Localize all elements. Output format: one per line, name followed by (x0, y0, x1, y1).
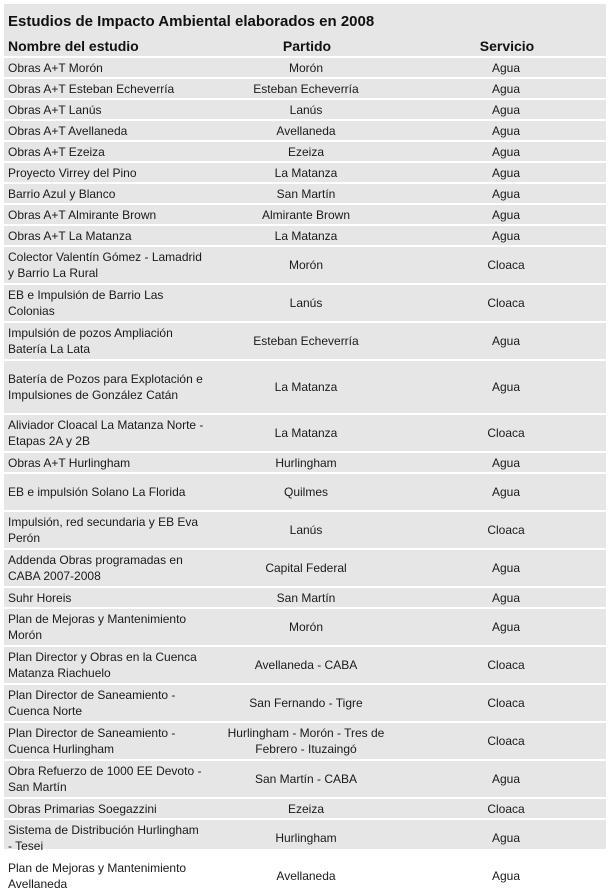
cell-partido: Hurlingham - Morón - Tres de Febrero - Ituzaingó (206, 723, 408, 761)
cell-servicio: Agua (408, 58, 606, 79)
cell-servicio: Cloaca (408, 415, 606, 453)
cell-servicio: Agua (408, 121, 606, 142)
cell-partido: Lanús (206, 285, 408, 323)
table-row (4, 799, 606, 820)
studies-table (4, 37, 606, 896)
cell-study-name: Impulsión de pozos Ampliación Batería La Lata (4, 323, 206, 361)
cell-study-name: Plan Director de Saneamiento - Cuenca Norte (4, 685, 206, 723)
cell-study-name: Plan Director y Obras en la Cuenca Matanza Riachuelo (4, 647, 206, 685)
cell-servicio: Agua (408, 761, 606, 799)
cell-servicio: Agua (408, 820, 606, 858)
cell-study-name: Obras A+T Avellaneda (4, 121, 206, 142)
cell-partido: La Matanza (206, 361, 408, 415)
table-row (4, 761, 606, 799)
table-row (4, 79, 606, 100)
table-row (4, 609, 606, 647)
cell-servicio: Cloaca (408, 512, 606, 550)
cell-servicio: Cloaca (408, 647, 606, 685)
cell-partido: Almirante Brown (206, 205, 408, 226)
table-row (4, 647, 606, 685)
cell-study-name: Obras A+T Hurlingham (4, 453, 206, 474)
cell-servicio: Agua (408, 609, 606, 647)
cell-servicio: Cloaca (408, 799, 606, 820)
cell-servicio: Agua (408, 474, 606, 512)
column-header-servicio: Servicio (408, 37, 606, 58)
cell-partido: Avellaneda (206, 858, 408, 896)
table-row (4, 453, 606, 474)
cell-study-name: Obras A+T Lanús (4, 100, 206, 121)
table-row (4, 100, 606, 121)
cell-study-name: Plan Director de Saneamiento - Cuenca Hurlingham (4, 723, 206, 761)
cell-servicio: Agua (408, 100, 606, 121)
table-row (4, 121, 606, 142)
table-row (4, 474, 606, 512)
cell-study-name: Obras A+T Almirante Brown (4, 205, 206, 226)
cell-study-name: Obras A+T Morón (4, 58, 206, 79)
cell-study-name: Barrio Azul y Blanco (4, 184, 206, 205)
cell-study-name: Addenda Obras programadas en CABA 2007-2008 (4, 550, 206, 588)
table-row (4, 588, 606, 609)
table-panel (4, 4, 606, 891)
cell-partido: Hurlingham (206, 453, 408, 474)
cell-servicio: Cloaca (408, 723, 606, 761)
cell-partido: San Martín (206, 184, 408, 205)
cell-servicio: Agua (408, 550, 606, 588)
column-header-name: Nombre del estudio (4, 37, 206, 58)
cell-servicio: Cloaca (408, 285, 606, 323)
cell-servicio: Agua (408, 323, 606, 361)
cell-study-name: Colector Valentín Gómez - Lamadrid y Barrio La Rural (4, 247, 206, 285)
cell-partido: Avellaneda - CABA (206, 647, 408, 685)
cell-servicio: Agua (408, 453, 606, 474)
cell-study-name: EB e impulsión Solano La Florida (4, 474, 206, 512)
cell-study-name: Sistema de Distribución Hurlingham - Tesei (4, 820, 206, 858)
cell-servicio: Agua (408, 79, 606, 100)
table-title: Estudios de Impacto Ambiental elaborados en 2008 (8, 13, 375, 30)
table-row (4, 184, 606, 205)
table-row (4, 361, 606, 415)
table-row (4, 723, 606, 761)
cell-servicio: Agua (408, 588, 606, 609)
cell-partido: Esteban Echeverría (206, 323, 408, 361)
table-row (4, 163, 606, 184)
cell-partido: Ezeiza (206, 142, 408, 163)
table-row (4, 226, 606, 247)
table-row (4, 142, 606, 163)
cell-partido: San Fernando - Tigre (206, 685, 408, 723)
cell-partido: San Martín - CABA (206, 761, 408, 799)
cell-partido: Esteban Echeverría (206, 79, 408, 100)
cell-partido: San Martín (206, 588, 408, 609)
table-row (4, 512, 606, 550)
column-header-partido: Partido (206, 37, 408, 58)
table-row (4, 58, 606, 79)
table-body (4, 58, 606, 896)
table-row (4, 285, 606, 323)
cell-partido: Lanús (206, 100, 408, 121)
cell-partido: Capital Federal (206, 550, 408, 588)
cell-study-name: EB e Impulsión de Barrio Las Colonias (4, 285, 206, 323)
table-row (4, 247, 606, 285)
table-row (4, 323, 606, 361)
cell-study-name: Batería de Pozos para Explotación e Impulsiones de González Catán (4, 361, 206, 415)
cell-partido: Morón (206, 58, 408, 79)
cell-partido: Hurlingham (206, 820, 408, 858)
table-row (4, 685, 606, 723)
cell-servicio: Agua (408, 205, 606, 226)
cell-servicio: Cloaca (408, 685, 606, 723)
cell-study-name: Plan de Mejoras y Mantenimiento Morón (4, 609, 206, 647)
cell-study-name: Suhr Horeis (4, 588, 206, 609)
cell-servicio: Agua (408, 142, 606, 163)
cell-servicio: Agua (408, 226, 606, 247)
cell-study-name: Obras A+T Ezeiza (4, 142, 206, 163)
cell-study-name: Obras A+T Esteban Echeverría (4, 79, 206, 100)
cell-partido: Morón (206, 247, 408, 285)
table-row (4, 550, 606, 588)
cell-study-name: Obras Primarias Soegazzini (4, 799, 206, 820)
cell-study-name: Impulsión, red secundaria y EB Eva Perón (4, 512, 206, 550)
table-row (4, 205, 606, 226)
cell-partido: La Matanza (206, 163, 408, 184)
cell-study-name: Obras A+T La Matanza (4, 226, 206, 247)
cell-partido: Ezeiza (206, 799, 408, 820)
cell-servicio: Agua (408, 163, 606, 184)
cell-servicio: Agua (408, 184, 606, 205)
cell-servicio: Agua (408, 361, 606, 415)
cell-partido: La Matanza (206, 415, 408, 453)
cell-study-name: Obra Refuerzo de 1000 EE Devoto - San Martín (4, 761, 206, 799)
header-row (4, 37, 606, 58)
cell-study-name: Proyecto Virrey del Pino (4, 163, 206, 184)
cell-servicio: Agua (408, 858, 606, 896)
cell-partido: La Matanza (206, 226, 408, 247)
cell-study-name: Aliviador Cloacal La Matanza Norte - Etapas 2A y 2B (4, 415, 206, 453)
cell-partido: Lanús (206, 512, 408, 550)
cell-partido: Quilmes (206, 474, 408, 512)
cell-servicio: Cloaca (408, 247, 606, 285)
table-row (4, 820, 606, 858)
cell-study-name: Plan de Mejoras y Mantenimiento Avellaneda (4, 858, 206, 896)
cell-partido: Avellaneda (206, 121, 408, 142)
cell-partido: Morón (206, 609, 408, 647)
table-row (4, 858, 606, 896)
table-row (4, 415, 606, 453)
